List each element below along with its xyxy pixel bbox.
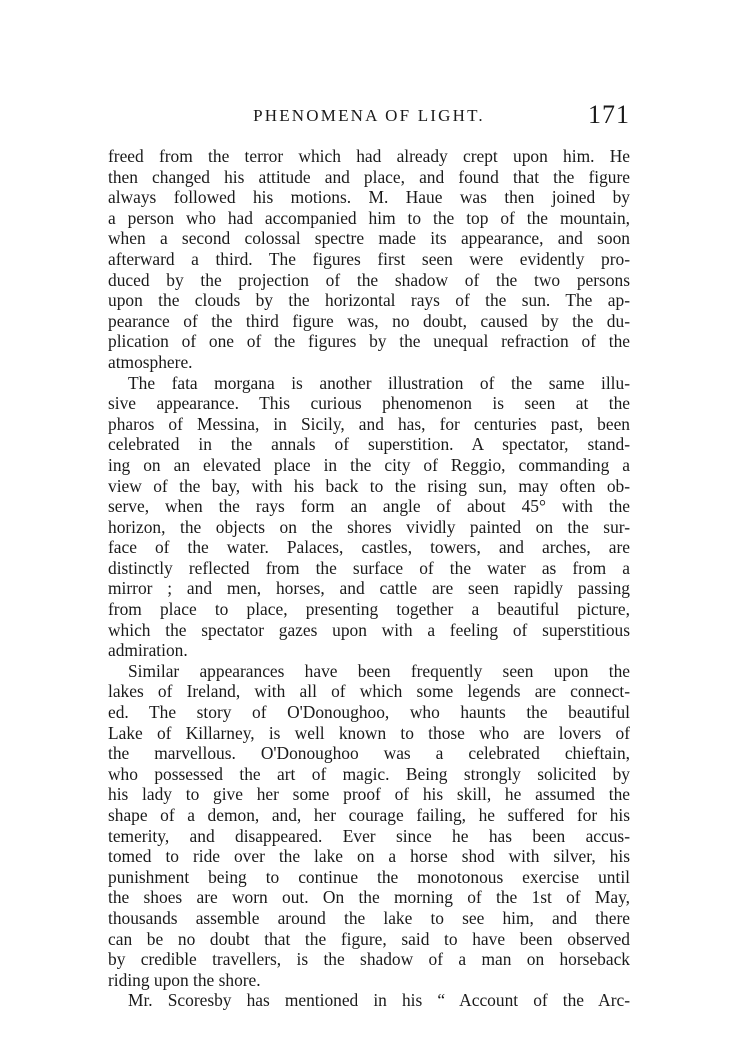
text-line: pearance of the third figure was, no doubt, caused by the du- [108,310,630,331]
text-line: the marvellous. O'Donoughoo was a celebrated chieftain, [108,743,630,764]
text-line: thousands assemble around the lake to see him, and there [108,907,630,928]
text-line: distinctly reflected from the surface of the water as from a [108,557,630,578]
text-line: when a second colossal spectre made its appearance, and soon [108,228,630,249]
text-line: tomed to ride over the lake on a horse shod with silver, his [108,846,630,867]
paragraph-1 [108,146,630,373]
text-line: a person who had accompanied him to the top of the mountain, [108,207,630,228]
text-line: atmosphere. [108,351,193,372]
text-line: ed. The story of O'Donoughoo, who haunts the beautiful [108,702,630,723]
paragraph-3 [108,661,630,991]
text-line: lakes of Ireland, with all of which some legends are connect- [108,681,630,702]
text-line: the shoes are worn out. On the morning of the 1st of May, [108,887,630,908]
text-line: temerity, and disappeared. Ever since he has been accus- [108,825,630,846]
text-line: duced by the projection of the shadow of the two persons [108,269,630,290]
text-line: upon the clouds by the horizontal rays of the sun. The ap- [108,290,630,311]
text-line: always followed his motions. M. Haue was then joined by [108,187,630,208]
text-line: celebrated in the annals of superstition. A spectator, stand- [108,434,630,455]
text-line: by credible travellers, is the shadow of a man on horseback [108,949,630,970]
text-line: punishment being to continue the monotonous exercise until [108,866,630,887]
text-line: plication of one of the figures by the unequal refraction of the [108,331,630,352]
running-title: PHENOMENA OF LIGHT. [253,106,485,125]
running-head [108,100,630,133]
text-line: sive appearance. This curious phenomenon is seen at the [108,393,630,414]
text-line: his lady to give her some proof of his skill, he assumed the [108,784,630,805]
text-line: Lake of Killarney, is well known to those who are lovers of [108,722,630,743]
text-line: Similar appearances have been frequently seen upon the [128,660,630,681]
page-number: 171 [588,100,630,129]
text-line: riding upon the shore. [108,969,261,990]
text-line: from place to place, presenting together a beautiful picture, [108,599,630,620]
text-line: The fata morgana is another illustration of the same illu- [128,372,630,393]
text-line: admiration. [108,640,188,661]
text-line: mirror ; and men, horses, and cattle are seen rapidly passing [108,578,630,599]
text-line: Mr. Scoresby has mentioned in his “ Account of the Arc- [128,990,630,1011]
text-line: shape of a demon, and, her courage failing, he suffered for his [108,805,630,825]
text-line: afterward a third. The figures first seen were evidently pro- [108,248,630,269]
text-line: ing on an elevated place in the city of Reggio, commanding a [108,454,630,475]
body-text [108,146,630,1011]
text-line: which the spectator gazes upon with a feeling of superstitious [108,619,630,640]
text-line: who possessed the art of magic. Being strongly solicited by [108,763,630,784]
text-line: serve, when the rays form an angle of about 45° with the [108,496,630,517]
text-line: view of the bay, with his back to the rising sun, may often ob- [108,475,630,496]
paragraph-2 [108,373,630,661]
text-line: pharos of Messina, in Sicily, and has, for centuries past, been [108,413,630,434]
text-line: horizon, the objects on the shores vividly painted on the sur- [108,516,630,537]
text-line: can be no doubt that the figure, said to have been observed [108,928,630,949]
paragraph-4 [108,990,630,1011]
text-line: face of the water. Palaces, castles, towers, and arches, are [108,537,630,558]
text-line: then changed his attitude and place, and found that the figure [108,166,630,187]
text-line: freed from the terror which had already crept upon him. He [108,146,630,166]
